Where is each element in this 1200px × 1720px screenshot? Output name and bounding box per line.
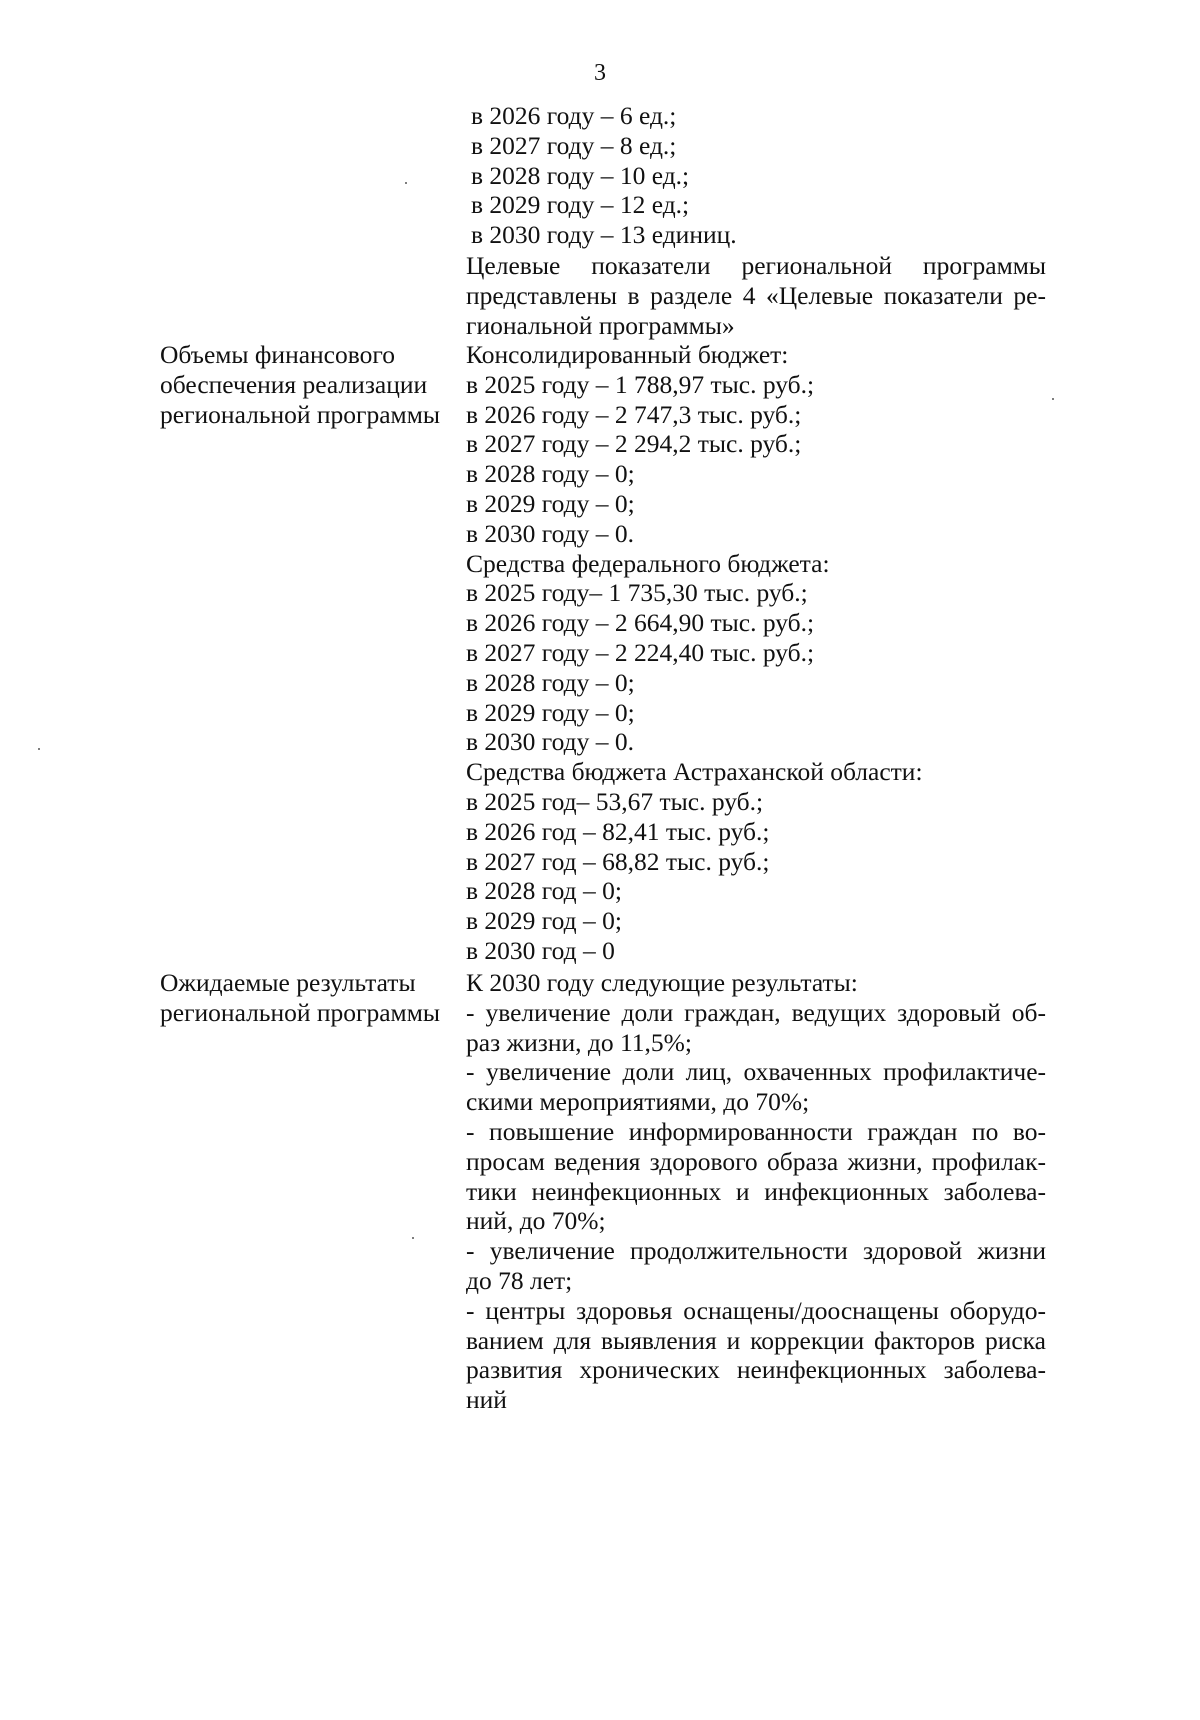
indicator-line: в 2027 году – 8 ед.; xyxy=(471,130,677,160)
results-label-line: региональной программы xyxy=(160,997,440,1027)
consolidated-budget-title: Консолидированный бюджет: xyxy=(466,340,789,369)
scan-speck xyxy=(1052,398,1054,400)
result-item-line: просам ведения здорового образа жизни, профилак- xyxy=(466,1146,1046,1176)
result-item-line: - увеличение продолжительности здоровой жизни xyxy=(466,1236,1046,1266)
scan-speck xyxy=(412,1237,414,1239)
financing-label-line: региональной программы xyxy=(160,399,440,429)
financing-label-line: обеспечения реализации xyxy=(160,369,428,399)
indicator-line: в 2028 году – 10 ед.; xyxy=(471,160,690,190)
consolidated-budget-line: в 2028 году – 0; xyxy=(466,459,635,489)
regional-budget-title: Средства бюджета Астраханской области: xyxy=(466,757,923,787)
results-label xyxy=(160,968,450,1028)
result-item-line: - повышение информированности граждан по во- xyxy=(466,1116,1046,1146)
result-item-line: - увеличение доли граждан, ведущих здоровый об- xyxy=(466,997,1046,1027)
results-values xyxy=(466,968,1046,1415)
result-item-line: скими мероприятиями, до 70%; xyxy=(466,1087,810,1117)
indicator-line: в 2029 году – 12 ед.; xyxy=(471,190,690,220)
targets-note-line: представлены в разделе 4 «Целевые показатели ре- xyxy=(466,280,1046,310)
federal-budget-line: в 2029 году – 0; xyxy=(466,697,635,727)
result-item-line: - увеличение доли лиц, охваченных профилактиче- xyxy=(466,1057,1046,1087)
result-item-line: раз жизни, до 11,5%; xyxy=(466,1027,693,1057)
indicator-line: в 2030 году – 13 единиц. xyxy=(471,220,737,250)
targets-note-line: гиональной программы» xyxy=(466,310,735,340)
result-item-line: развития хронических неинфекционных заболева- xyxy=(466,1355,1046,1385)
federal-budget-line: в 2028 году – 0; xyxy=(466,667,635,697)
result-item-line: - центры здоровья оснащены/дооснащены оборудо- xyxy=(466,1295,1046,1325)
financing-values xyxy=(466,340,1046,966)
federal-budget-line: в 2030 году – 0. xyxy=(466,727,634,757)
federal-budget-line: в 2026 году – 2 664,90 тыс. руб.; xyxy=(466,608,815,638)
indicator-values-block xyxy=(471,101,1051,250)
financing-label-line: Объемы финансового xyxy=(160,340,395,369)
consolidated-budget-line: в 2030 году – 0. xyxy=(466,518,634,548)
result-item-line: ванием для выявления и коррекции факторов риска xyxy=(466,1325,1046,1355)
regional-budget-line: в 2030 год – 0 xyxy=(466,935,615,965)
result-item-line: тики неинфекционных и инфекционных заболева- xyxy=(466,1176,1046,1206)
results-label-line: Ожидаемые результаты xyxy=(160,968,416,997)
result-item-line: до 78 лет; xyxy=(466,1265,573,1295)
indicator-line: в 2026 году – 6 ед.; xyxy=(471,101,677,130)
result-item-line: ний, до 70%; xyxy=(466,1206,606,1236)
page-number: 3 xyxy=(594,60,606,86)
results-intro: К 2030 году следующие результаты: xyxy=(466,968,858,997)
consolidated-budget-line: в 2027 году – 2 294,2 тыс. руб.; xyxy=(466,429,802,459)
consolidated-budget-line: в 2025 году – 1 788,97 тыс. руб.; xyxy=(466,369,815,399)
regional-budget-line: в 2029 год – 0; xyxy=(466,906,622,936)
regional-budget-line: в 2025 год– 53,67 тыс. руб.; xyxy=(466,786,764,816)
financing-label xyxy=(160,340,450,429)
regional-budget-line: в 2026 год – 82,41 тыс. руб.; xyxy=(466,816,770,846)
consolidated-budget-line: в 2026 году – 2 747,3 тыс. руб.; xyxy=(466,399,802,429)
targets-note-line: Целевые показатели региональной программы xyxy=(466,251,1046,280)
federal-budget-line: в 2025 году– 1 735,30 тыс. руб.; xyxy=(466,578,808,608)
targets-note xyxy=(466,251,1046,340)
scan-speck xyxy=(38,748,40,750)
result-item-line: ний xyxy=(466,1385,507,1415)
federal-budget-line: в 2027 году – 2 224,40 тыс. руб.; xyxy=(466,637,815,667)
regional-budget-line: в 2028 год – 0; xyxy=(466,876,622,906)
regional-budget-line: в 2027 год – 68,82 тыс. руб.; xyxy=(466,846,770,876)
federal-budget-title: Средства федерального бюджета: xyxy=(466,548,830,578)
scan-speck xyxy=(405,182,407,184)
consolidated-budget-line: в 2029 году – 0; xyxy=(466,488,635,518)
